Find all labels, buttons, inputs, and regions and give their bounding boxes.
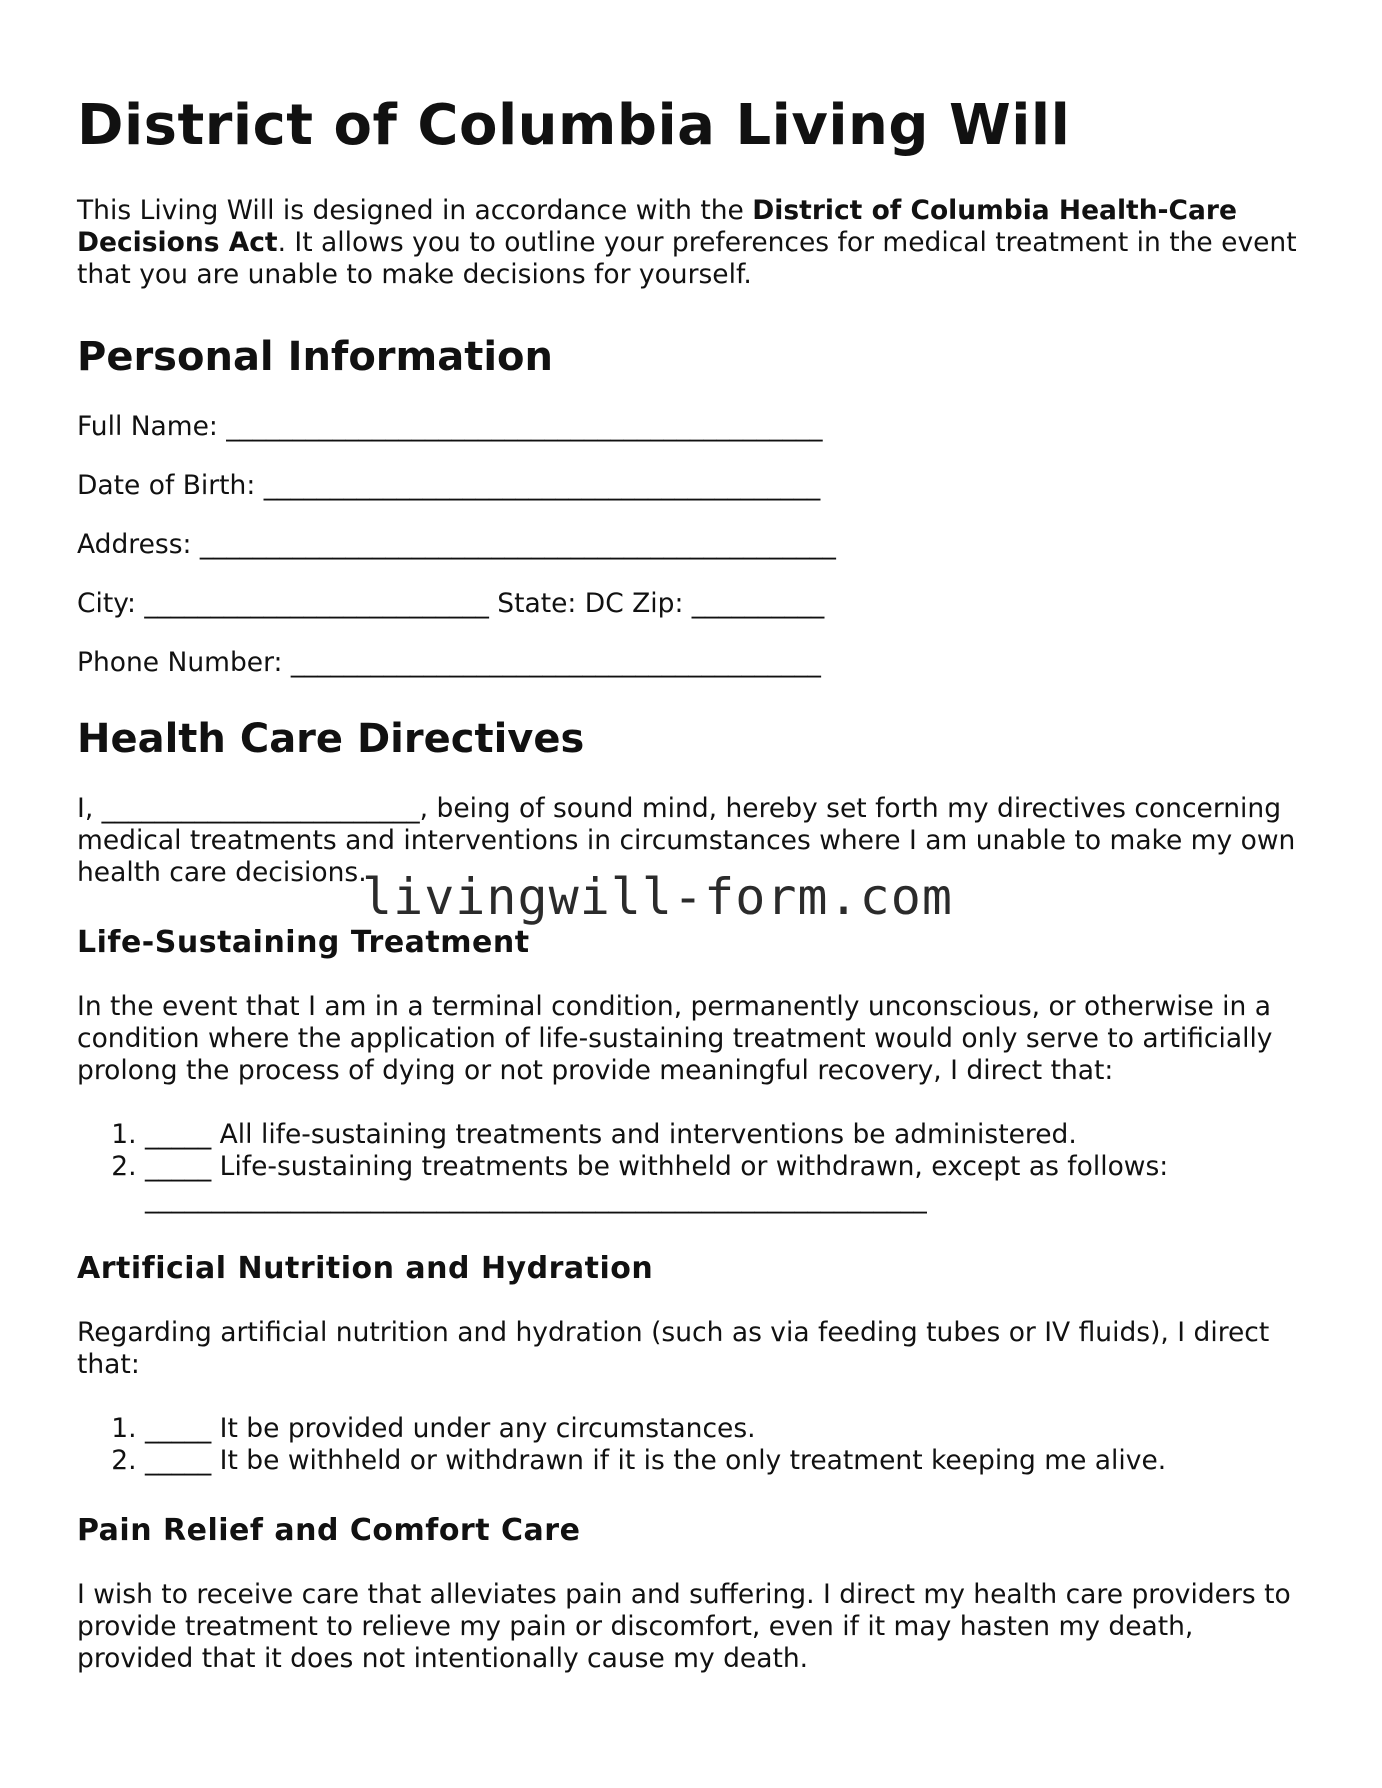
intro-act-name: District of Columbia Health-Care Decisions Act bbox=[77, 195, 1237, 259]
life-sustaining-options bbox=[77, 1119, 1317, 1215]
nutrition-text: Regarding artificial nutrition and hydration (such as via feeding tubes or IV fluids), I direct that: bbox=[77, 1317, 1270, 1381]
life-sustaining-text: In the event that I am in a terminal condition, permanently unconscious, or otherwise in a condition where the application of life-sustaining treatment would only serve to artificially prolong the process of dying or not provide meaningful recovery, I direct that: bbox=[77, 991, 1273, 1087]
city-state-zip-field: City: __________________________ State: DC Zip: __________ bbox=[77, 588, 825, 620]
intro-text-prefix: This Living Will is designed in accordance with the bbox=[77, 195, 753, 227]
list-item: 1. _____ It be provided under any circumstances. bbox=[145, 1413, 1317, 1445]
life-sustaining-heading: Life-Sustaining Treatment bbox=[77, 925, 530, 961]
personal-info-heading: Personal Information bbox=[77, 334, 553, 381]
list-item: 2. _____ It be withheld or withdrawn if it is the only treatment keeping me alive. bbox=[145, 1445, 1317, 1477]
page-title: District of Columbia Living Will bbox=[77, 93, 1071, 158]
date-of-birth-field: Date of Birth: __________________________________________ bbox=[77, 470, 821, 502]
intro-text-suffix: . It allows you to outline your preferences for medical treatment in the event that you are unable to make decisions for yourself. bbox=[77, 227, 1297, 291]
intro-paragraph bbox=[77, 195, 1317, 291]
pain-relief-text: I wish to receive care that alleviates pain and suffering. I direct my health care providers to provide treatment to relieve my pain or discomfort, even if it may hasten my death, provided that it does not intentionally cause my death. bbox=[77, 1579, 1291, 1675]
health-care-directives-heading: Health Care Directives bbox=[77, 716, 585, 763]
exception-blank-line: ___________________________________________________________ bbox=[145, 1183, 927, 1215]
watermark: livingwill-form.com bbox=[362, 868, 953, 926]
nutrition-heading: Artificial Nutrition and Hydration bbox=[77, 1251, 654, 1287]
list-item bbox=[145, 1151, 1317, 1215]
directives-statement: I, ________________________, being of sound mind, hereby set forth my directives concerning medical treatments and interventions in circumstances where I am unable to make my own health care decisions. bbox=[77, 793, 1296, 889]
document-page bbox=[77, 92, 1317, 1707]
pain-relief-heading: Pain Relief and Comfort Care bbox=[77, 1513, 581, 1549]
address-field: Address: ________________________________________________ bbox=[77, 529, 836, 561]
full-name-field: Full Name: _____________________________________________ bbox=[77, 411, 823, 443]
nutrition-options bbox=[77, 1413, 1317, 1477]
list-item: 1. _____ All life-sustaining treatments and interventions be administered. bbox=[145, 1119, 1317, 1151]
list-item-text: _____ Life-sustaining treatments be withheld or withdrawn, except as follows: bbox=[145, 1151, 1169, 1183]
phone-number-field: Phone Number: ________________________________________ bbox=[77, 647, 821, 679]
